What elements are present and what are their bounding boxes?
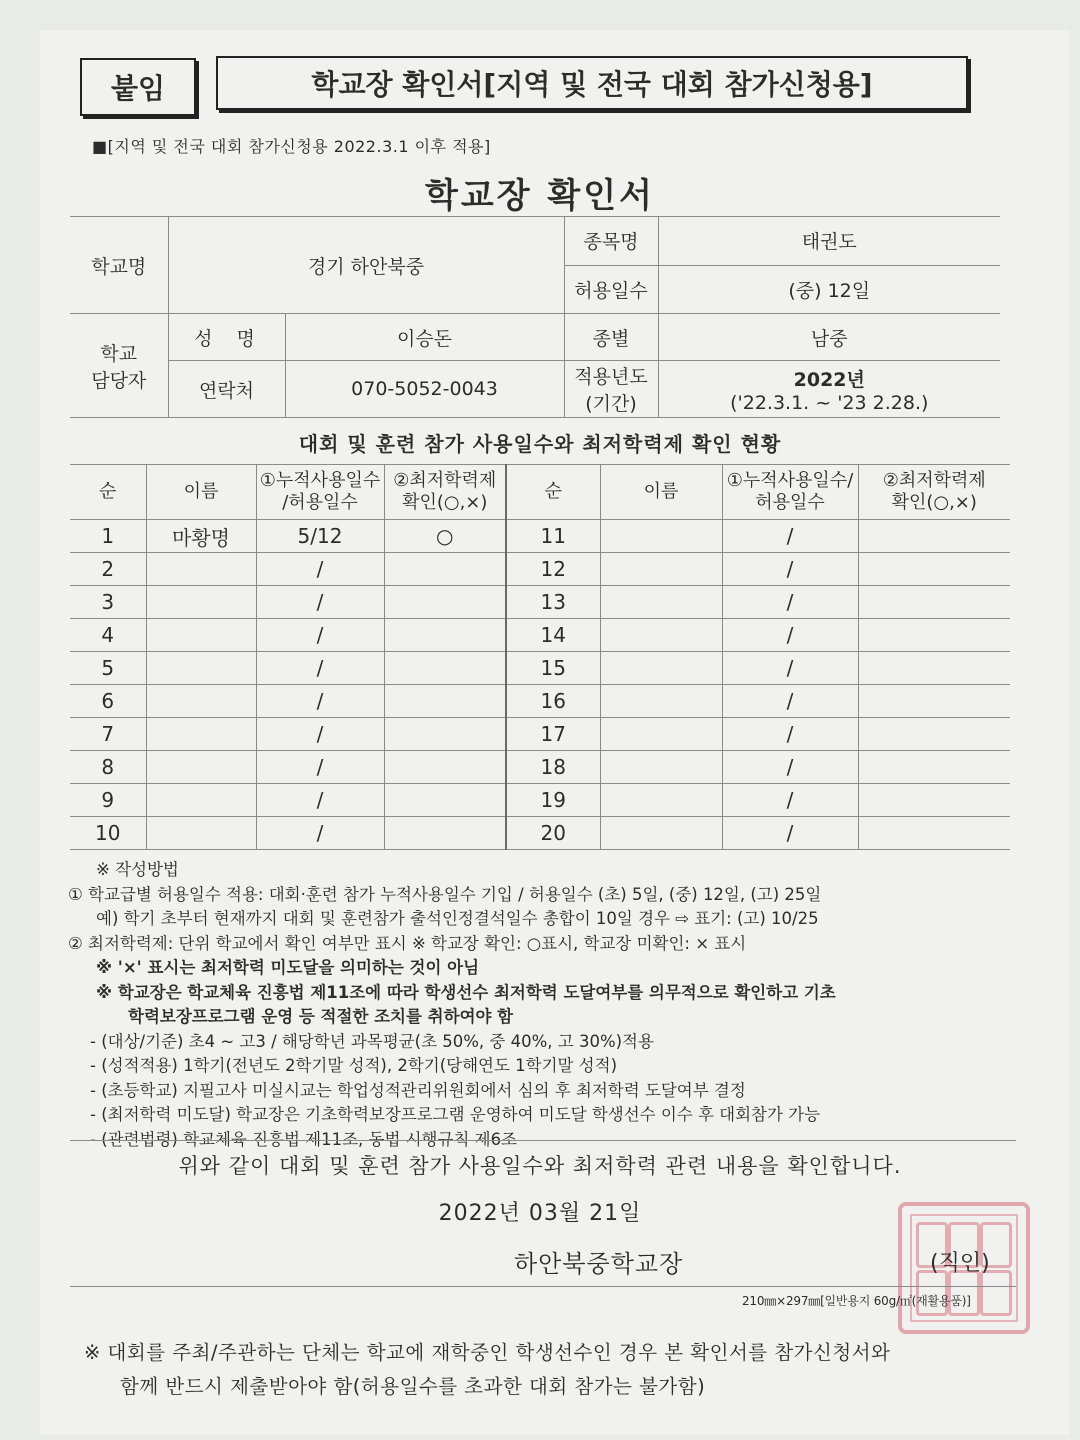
usage-days: / <box>722 685 858 718</box>
student-name <box>146 685 256 718</box>
min-academic-check <box>858 751 1010 784</box>
school-info-table <box>70 216 1000 418</box>
submission-footnote <box>84 1336 890 1404</box>
allowed-days-label: 허용일수 <box>564 265 658 314</box>
min-academic-check <box>384 784 506 817</box>
student-name <box>146 784 256 817</box>
row-no: 11 <box>506 520 600 553</box>
student-name <box>600 817 722 850</box>
note-item-3: ※ '×' 표시는 최저학력 미도달을 의미하는 것이 아님 <box>96 958 480 977</box>
row-no: 2 <box>70 553 146 586</box>
table-row <box>70 619 1010 652</box>
row-no: 16 <box>506 685 600 718</box>
student-name <box>600 619 722 652</box>
usage-days: / <box>722 817 858 850</box>
min-academic-check <box>384 553 506 586</box>
document-header-title: 학교장 확인서[지역 및 전국 대회 참가신청용] <box>216 56 968 110</box>
min-academic-check <box>858 652 1010 685</box>
usage-days: / <box>722 520 858 553</box>
paper-size-note: 210㎜×297㎜[일반용지 60g/㎡(재활용품)] <box>742 1294 971 1308</box>
usage-header-right-line1: ①누적사용일수/ <box>726 470 854 491</box>
applicable-year-label-line2: (기간) <box>585 393 637 415</box>
table-row <box>70 520 1010 553</box>
applicability-notice: ■[지역 및 전국 대회 참가신청용 2022.3.1 이후 적용] <box>92 137 491 156</box>
min-academic-check <box>384 652 506 685</box>
check-header-left-line2: 확인(○,×) <box>402 492 488 513</box>
min-academic-check <box>858 784 1010 817</box>
writing-instructions <box>68 858 1028 1152</box>
table-row <box>70 652 1010 685</box>
note-item-2: ② 최저학력제: 단위 학교에서 확인 여부만 표시 ※ 학교장 확인: ○표시, 학교장 미확인: × 표시 <box>68 933 747 953</box>
min-academic-check <box>384 586 506 619</box>
note-item-4: ※ 학교장은 학교체육 진흥법 제11조에 따라 학생선수 최저학력 도달여부를 의무적으로 확인하고 기초 <box>96 982 836 1002</box>
min-academic-check <box>858 685 1010 718</box>
table-row <box>70 751 1010 784</box>
table-row <box>70 685 1010 718</box>
sport-label: 종목명 <box>564 217 658 266</box>
row-no: 3 <box>70 586 146 619</box>
row-no: 8 <box>70 751 146 784</box>
check-header-right-line2: 확인(○,×) <box>891 492 977 513</box>
check-header-right-line1: ②최저학력제 <box>882 470 986 491</box>
col-header-no-right: 순 <box>506 465 600 520</box>
min-academic-check <box>858 718 1010 751</box>
row-no: 14 <box>506 619 600 652</box>
row-no: 15 <box>506 652 600 685</box>
note-item-1: ① 학교급별 허용일수 적용: 대회·훈련 참가 누적사용일수 기입 / 허용일수 (초) 5일, (중) 12일, (고) 25일 <box>68 884 822 904</box>
usage-days: / <box>256 718 384 751</box>
min-academic-check <box>384 817 506 850</box>
student-name <box>146 751 256 784</box>
applicable-year-value <box>658 361 1000 418</box>
table-row <box>70 718 1010 751</box>
manager-name-label: 성 명 <box>168 314 285 361</box>
category-value: 남중 <box>658 314 1000 361</box>
student-name <box>146 619 256 652</box>
note-item-1-example: 예) 학기 초부터 현재까지 대회 및 훈련참가 출석인정결석일수 총합이 10일 경우 ⇨ 표기: (고) 10/25 <box>96 909 819 928</box>
row-no: 13 <box>506 586 600 619</box>
bullet-grades: - (성적적용) 1학기(전년도 2학기말 성적), 2학기(당해연도 1학기말 성적) <box>90 1056 618 1075</box>
student-name <box>600 751 722 784</box>
min-academic-check <box>858 553 1010 586</box>
col-header-check-left <box>384 465 506 520</box>
school-name-value: 경기 하안북중 <box>168 217 564 314</box>
manager-name-value: 이승돈 <box>285 314 564 361</box>
usage-days: / <box>256 586 384 619</box>
min-academic-check <box>858 586 1010 619</box>
bullet-related-law: - (관련법령) 학교체육 진흥법 제11조, 동법 시행규칙 제6조 <box>90 1129 517 1149</box>
row-no: 18 <box>506 751 600 784</box>
usage-days: / <box>722 553 858 586</box>
bullet-target: - (대상/기준) 초4 ~ 고3 / 해당학년 과목평균(초 50%, 중 40%, 고 30%)적용 <box>90 1031 654 1051</box>
divider <box>70 1286 1016 1287</box>
usage-days: 5/12 <box>256 520 384 553</box>
row-no: 1 <box>70 520 146 553</box>
student-name: 마황명 <box>146 520 256 553</box>
row-no: 6 <box>70 685 146 718</box>
min-academic-check <box>384 685 506 718</box>
usage-days: / <box>722 784 858 817</box>
table-row <box>70 784 1010 817</box>
applicable-year-label <box>564 361 658 418</box>
student-name <box>146 586 256 619</box>
usage-days: / <box>256 751 384 784</box>
student-name <box>600 718 722 751</box>
row-no: 20 <box>506 817 600 850</box>
col-header-no-left: 순 <box>70 465 146 520</box>
col-header-name-left: 이름 <box>146 465 256 520</box>
bullet-elementary: - (초등학교) 지필고사 미실시교는 학업성적관리위원회에서 심의 후 최저학력 도달여부 결정 <box>90 1080 746 1100</box>
sport-value: 태권도 <box>658 217 1000 266</box>
student-name <box>600 784 722 817</box>
min-academic-check <box>858 520 1010 553</box>
table-row <box>70 553 1010 586</box>
applicable-year: 2022년 <box>793 368 865 391</box>
min-academic-check <box>858 817 1010 850</box>
row-no: 4 <box>70 619 146 652</box>
contact-label: 연락처 <box>168 361 285 418</box>
min-academic-check <box>384 751 506 784</box>
min-academic-check: ○ <box>384 520 506 553</box>
applicable-year-label-line1: 적용년도 <box>574 366 648 388</box>
usage-days: / <box>256 817 384 850</box>
seal-label: (직인) <box>930 1251 990 1276</box>
category-label: 종별 <box>564 314 658 361</box>
row-no: 19 <box>506 784 600 817</box>
col-header-check-right <box>858 465 1010 520</box>
applicable-period: ('22.3.1. ~ '23 2.28.) <box>730 391 929 414</box>
issue-date: 2022년 03월 21일 <box>438 1201 642 1226</box>
student-name <box>600 586 722 619</box>
student-name <box>146 817 256 850</box>
bullet-below-minimum: - (최저학력 미도달) 학교장은 기초학력보장프로그램 운영하여 미도달 학생선수 이수 후 대회참가 가능 <box>90 1105 821 1124</box>
min-academic-check <box>384 619 506 652</box>
student-name <box>600 685 722 718</box>
table-row <box>70 586 1010 619</box>
col-header-usage-left <box>256 465 384 520</box>
attachment-label: 붙임 <box>80 58 196 116</box>
min-academic-check <box>858 619 1010 652</box>
row-no: 10 <box>70 817 146 850</box>
usage-days: / <box>256 553 384 586</box>
table-row <box>70 817 1010 850</box>
usage-days: / <box>722 652 858 685</box>
confirmation-statement: 위와 같이 대회 및 훈련 참가 사용일수와 최저학력 관련 내용을 확인합니다. <box>178 1154 902 1178</box>
student-name <box>146 553 256 586</box>
school-manager-label-line2: 담당자 <box>91 369 147 392</box>
usage-days: / <box>722 586 858 619</box>
note-item-4-cont: 학력보장프로그램 운영 등 적절한 조치를 취하여야 함 <box>128 1007 514 1026</box>
status-section-title: 대회 및 훈련 참가 사용일수와 최저학력제 확인 현황 <box>298 432 782 456</box>
principal-name: 하안북중학교장 <box>514 1250 684 1278</box>
table-header-row <box>70 465 1010 520</box>
school-manager-label <box>70 314 168 418</box>
row-no: 7 <box>70 718 146 751</box>
student-name <box>146 652 256 685</box>
col-header-name-right: 이름 <box>600 465 722 520</box>
row-no: 5 <box>70 652 146 685</box>
usage-days: / <box>256 652 384 685</box>
footnote-line-1: ※ 대회를 주최/주관하는 단체는 학교에 재학중인 학생선수인 경우 본 확인서를 참가신청서와 <box>84 1341 891 1364</box>
school-manager-label-line1: 학교 <box>100 342 138 365</box>
page-title: 학교장 확인서 <box>425 176 655 216</box>
row-no: 12 <box>506 553 600 586</box>
participation-status-table <box>70 464 1010 850</box>
contact-value: 070-5052-0043 <box>285 361 564 418</box>
school-name-label: 학교명 <box>70 217 168 314</box>
allowed-days-value: (중) 12일 <box>658 265 1000 314</box>
student-name <box>600 520 722 553</box>
usage-days: / <box>722 718 858 751</box>
usage-header-left-line1: ①누적사용일수 <box>259 470 381 491</box>
notes-heading: ※ 작성방법 <box>96 860 179 879</box>
usage-header-right-line2: 허용일수 <box>755 492 825 513</box>
min-academic-check <box>384 718 506 751</box>
usage-days: / <box>256 619 384 652</box>
footnote-line-2: 함께 반드시 제출받아야 함(허용일수를 초과한 대회 참가는 불가함) <box>120 1375 706 1398</box>
student-name <box>600 652 722 685</box>
row-no: 17 <box>506 718 600 751</box>
student-name <box>600 553 722 586</box>
check-header-left-line1: ②최저학력제 <box>393 470 497 491</box>
usage-days: / <box>256 685 384 718</box>
col-header-usage-right <box>722 465 858 520</box>
divider <box>70 1140 1016 1141</box>
row-no: 9 <box>70 784 146 817</box>
usage-days: / <box>722 751 858 784</box>
usage-header-left-line2: /허용일수 <box>282 492 358 513</box>
usage-days: / <box>722 619 858 652</box>
usage-days: / <box>256 784 384 817</box>
student-name <box>146 718 256 751</box>
